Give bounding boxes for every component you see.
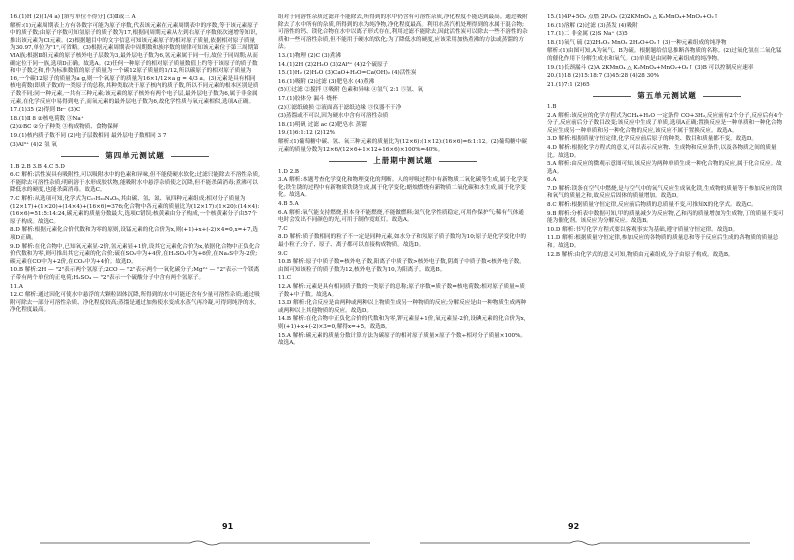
answer-column-2 [278,14,528,512]
answer-paragraph: 解析:(1)由图可知,A为氧气、B为硫。根据题给信息推断各物质的名称。(2)过氧化氢在二氧化锰的催化作用下分解生成水和氧气。(3)单质是由同种元素组成的纯净物。 [547,48,782,62]
answer-paragraph: 7.C 解析:从选项可知,化学式为C₁₇H₂₀N₄O₆,其由碳、氢、氮、氧四种元素组成;相对分子质量为(12×17)+(1×20)+(14×4)+(16×6)=376;化合物中各元素的质量比为(12×17):(1×20):(14×4):(16×6)=51:5:14:24,碳元素的质量分数最大,选项C错误;核黄素由分子构成,一个核黄素分子由57个原子构成。故选C。 [10,196,260,225]
answer-paragraph: 7.D 解析:镁条在空气中燃烧,是与空气中的氧气反应生成氧化镁,生成物的质量等于参加反应的镁和氧气的质量之和,故反应后固体的质量增加。故选D。 [547,185,783,200]
column3-answers [547,14,787,89]
answer-column-3 [547,14,787,512]
answer-paragraph: 1.D 2.B [278,168,300,175]
answer-paragraph: 解析:(1)葡萄糖中碳、氢、氧三种元素的质量比为(12×6):(1×12):(16×6)=6:1:12。(2)葡萄糖中碳元素的质量分数为12×6/(12×6+1×12+16×6)×100%=40%。 [278,138,527,153]
section-title: 第四单元测试题 [10,152,260,160]
answer-paragraph: 9.D 解析:在化合物中,已知氧元素显-2价,氢元素显+1价,设其它元素化合价为x,依据化合物中正负化合价代数和为零,则可推出其它元素的化合价;硫在SO₂中为+4价,在H₂SO₄中为+6价,在Na₂S中为-2价;碳元素在CO中为+2价,在CO₂中为+4价。故选D。 [10,243,260,265]
answer-paragraph: 1.B 2.B 3.B 4.C 5.D [10,163,65,170]
answer-paragraph: 8.D 解析:质子数相同的粒子不一定是同种元素,如水分子和氖原子质子数均为10;原子是化学变化中的最小粒子;分子、原子、离子都可以直接构成物质。故选D。 [278,234,527,249]
section-answers [278,169,528,348]
footer-ornament-icon [420,532,750,540]
answer-paragraph: 15.(1)H₂ (2)H₂O (3)CaO+H₂O=Ca(OH)₂ (4)活性炭 [278,70,417,77]
answer-paragraph: 14.(1)2H (2)2H₂O (3)2Al³⁺ (4)2个硫原子 [278,61,389,68]
answer-paragraph: 9.B 解析:分析表中数据可知,甲的质量减少为反应物,乙和丙的质量增加为生成物,丁的质量不变可能为催化剂。该反应为分解反应。故选B。 [547,210,784,225]
answer-paragraph: 5.A 解析:由反应的微观示意图可知,该反应为两种单质生成一种化合物的反应,属于化合反应。故选A。 [547,161,782,175]
column1-answers [10,14,260,149]
answer-paragraph: 4.D 解析:根据化学方程式的意义,可以表示反应物、生成物和反应条件,以及各物质之间的质量比。故选D。 [547,144,777,159]
answer-paragraph: 14.B 解析:在化合物中正负化合价的代数和为零,钾元素显+1价,氧元素显-2价,设碘元素的化合价为x,则(+1)+x+(-2)×3=0,解得x=+5。故选B。 [278,316,526,330]
answer-paragraph: 19.(1)核内质子数不同 (2)电子层数相同 最外层电子数相同 3 7 [10,132,167,139]
answer-paragraph: 解析:(1)元素周期表上方有各数字可能为原子序数,代表该元素在元素周期表中的序数,等于该元素原子中的质子数;由原子序数可知氢原子的质子数为17,根据同周期元素从左到右原子序数依次递增等知识,推出该元素为Cl元素。(2)根据题目中的文字信息可知该元素原子的相对原子质量,依据相对原子质量为30.97,单位为"1",可省略。(3)根据元素周期表中周期数和族序数的规律可知该元素位于第三周期第ⅥA族;根据Ⅱ组元素的原子核外电子层数为3,最外层电子数为6,氢元素属于同一行,故位于同周期;从而确定位于同一族,选项D正确。故选A。(2)任何一种原子的相对原子质量数值上约等于该原子的质子数和中子数之和,作为标准数值的原子质量为一个碳12原子质量的1/12,所以碳原子的相对原子质量为16,一个碳12原子的质量为a g,则一个氧原子的质量为16×1/12×a g = 4/3 a。(3)元素是具有相同核电荷数(即质子数)的一类原子的总称,其种类取决于原子核内的质子数,所以不同元素的根本区别是质子数不同;同一种元素,一共有三种元素;该元素的原子核外有两个电子层,最外层电子数为6,属于非金属元素,在化学反应中易得到电子,而氧元素的最外层电子数为6,故化学性质与氧元素相似,选项A正确。 [10,22,259,105]
answer-paragraph: 13.(1)物理 (2)C (3)煮沸 [278,52,341,59]
answer-paragraph: 16.(1)吸附 (2)过滤 (3)肥皂水 (4)煮沸 [278,78,375,85]
answer-paragraph: 15.(1)4P+5O₂ 点燃 2P₂O₅ (2)2KMnO₄ △ K₂MnO₄+MnO₂+O₂↑ [547,14,719,20]
answer-paragraph: 11.A [10,283,23,290]
answer-paragraph: 2.A 解析:该反应的化学方程式为CH₄+H₂O 一定条件 CO+3H₂,反应前有2个分子,反应后有4个分子,反应前后分子数目改变;该反应中生成了单质,选项A正确;置换反应是一种单质和一种化合物反应生成另一种单质和另一种化合物的反应,该反应不属于置换反应。故选A。 [547,112,783,134]
answer-paragraph: 7.C [278,225,288,232]
answer-paragraph: 16.(1)H (2)(1/4 a) [填写单位不得分] (3)Ⅱ或三 A [10,14,136,20]
answer-paragraph: 8.D 解析:根据元素化合价代数和为零的原则,设锰元素的化合价为x,则(+1)+x+(-2)×4=0,x=+7,选项D正确。 [10,227,258,242]
answer-paragraph: 12.C 解析:通过因化可使水中悬浮的大颗粒固体沉降,所得到的水中可能还含有少量可溶性杂质;通过吸附可除去一部分可溶性杂质、净化程度较高;蒸馏是通过加热使水变成水蒸气再冷凝,可得到纯净的水,净化程度最高。 [10,292,260,314]
answer-paragraph: 18.(1)Ⅱ 8 ②核电荷数 ③Na⁺ [10,115,84,122]
answer-paragraph: (3)蒸馏或不可以,因为硬水中含有可溶性杂质 [278,113,389,120]
answer-paragraph: 11.D 解析:根据质量守恒定律,参加反应的各物质的质量总和等于反应后生成的各物质的质量总和。故选D。 [547,235,779,250]
answer-paragraph: 13.D 解析:化合反应是由两种或两种以上物质生成另一种物质的反应;分解反应是由一种物质生成两种或两种以上其他物质的反应。故选D。 [278,300,527,314]
answer-paragraph: 6.A [547,177,557,184]
answer-paragraph: 3.D 解析:根据质量守恒定律,化学反应前后原子的种类、数目和质量都不变。故选D。 [547,136,757,143]
answer-paragraph: 4.B 5.A [278,201,299,208]
answer-paragraph: (2)①滤纸破损 ②液面高于滤纸边缘 ③仪器不干净 [278,104,402,111]
answer-paragraph: 19.(1)长颈漏斗 (2)A 2KMnO₄ △ K₂MnO₄+MnO₂+O₂↑ (3)B 可以控制反应速率 [547,64,754,71]
answer-paragraph: 19.(1)6:1:12 (2)12% [278,130,335,137]
answer-paragraph: 16.(1)溶解 (2)过滤 (3)蒸发 (4)吸附 [547,22,638,29]
answer-paragraph: 6.C 解析:活性炭具有吸附性,可以吸附水中的色素和异味,但不能使硬水软化;过滤只能除去不溶性杂质,不能除去可溶性杂质;明矾溶于水形成胶状物,能吸附水中悬浮杂质使之沉降,但不能杀菌消毒;煮沸可以降低水的硬度,也能杀菌消毒。故选C。 [10,172,260,194]
answer-paragraph: 10.B 解析:原子中质子数=核外电子数,阳离子中质子数>核外电子数,阴离子中质子数<核外电子数。由图可知该粒子的质子数为12,核外电子数为10,为阳离子。故选B。 [278,259,525,273]
section-answers [10,164,260,315]
page-number-right: 92 [568,522,580,531]
column2-answers [278,14,528,154]
answer-paragraph: 17.(1)胶体分 漏斗 烧杯 [278,95,338,102]
answer-paragraph: 17.(1)二 非金属 (2)S Na⁺ (3)5 [547,31,628,38]
section-answers [547,104,787,259]
answer-paragraph: 21.(1)7:1 (2)65 [547,81,590,88]
page-number-left: 91 [222,522,234,531]
section-title: 第五单元测试题 [547,92,787,100]
answer-paragraph: 1.B [547,103,557,110]
answer-paragraph: 11.C [278,275,292,282]
answer-paragraph: 15.A 解析:碳元素的质量分数计算方法为碳原子的相对原子质量×原子个数÷相对分子质量×100%。故选A。 [278,332,527,347]
answer-paragraph: 10.D 解析:书写化学方程式要以客观事实为基础,遵守质量守恒定律。故选D。 [547,226,739,233]
answer-paragraph: 6.A 解析:氧气能支持燃烧,但本身不能燃烧,不能做燃料;氮气化学性质稳定,可用作保护气;稀有气体通电时会发出不同颜色的光,可用于制作霓虹灯。故选A。 [278,209,524,224]
page-footer [0,522,794,552]
answer-paragraph: 18.(1)明矾 过滤 ac (2)肥皂水 蒸馏 [278,121,367,128]
answer-paragraph: 20.(1)18 (2)15:18:7 (3)45:28 (4)28 30% [547,73,660,80]
answer-column-1 [10,14,260,512]
answer-paragraph: 12.A 解析:元素是具有相同质子数的一类原子的总称;原子序数=质子数=核电荷数;相对原子质量≈质子数+中子数。故选A。 [278,284,525,298]
answer-paragraph: 3.A 解析:本题考查化学变化和物理变化的判断。人的呼吸过程中有新物质二氧化碳等生成,属于化学变化;铁生锈的过程中有新物质铁锈生成,属于化学变化;蜡烛燃烧有新物质二氧化碳和水生成,属于化学变化。故选A。 [278,177,528,199]
answer-paragraph: 12.B 解析:由化学式的意义可知,物质由元素组成,分子由原子构成。故选B。 [547,251,734,258]
answer-paragraph: 18.(1)氧气 硫 (2)2H₂O₂ MnO₂ 2H₂O+O₂↑ (3)一种元素组成的纯净物 [547,39,727,46]
footer-ornament-icon [40,532,370,540]
answer-paragraph: 9.C [278,250,288,257]
answer-paragraph: 8.C 解析:根据质量守恒定律,反应前后物质的总质量不变,可推知X的化学式。故选C。 [547,202,757,209]
answer-paragraph: 17.(1)35 (2)得到 Br⁻ (3)C [10,107,81,114]
section-title: 上册期中测试题 [278,157,528,165]
answer-paragraph: 组对于同溶性杂质过滤并不能除去,所得到的水中仍含有可溶性杂质,净化程度不能达到最高。通过吸附除去了水中所有的杂质,所得到的水为纯净物,净化程度最高。利用水蒸汽机处理得到的水属于混合物;可溶性的钙、镁化合物在水中以离子形式存在,利用过滤不能除去,因此活性炭可以除去一些不溶性的杂质和一些可溶性杂质,但不能用于硬水的软化;为了降低水的硬度,应该采用加热煮沸的方法或蒸馏的方法。 [278,14,528,51]
answer-paragraph: (5)①过滤 ②搅拌 ③吸附 色素和异味 ④氢气 2:1 ⑤氢、氧 [278,87,424,94]
answer-paragraph: (3)Al³⁺ (4)2 氢 氧 [10,141,57,148]
answer-paragraph: (2)①BC ②分子种类 ③构成物质、食物保鲜 [10,124,119,131]
answer-paragraph: 10.B 解析:2H — "2"表示两个氢原子;2CO — "2"表示两个一氧化碳分子;Mg²⁺ — "2"表示一个镁离子带有两个单位的正电荷;H₂SO₄ — "2"表示一个硫酸分子中含有两个氢原子。 [10,267,260,281]
